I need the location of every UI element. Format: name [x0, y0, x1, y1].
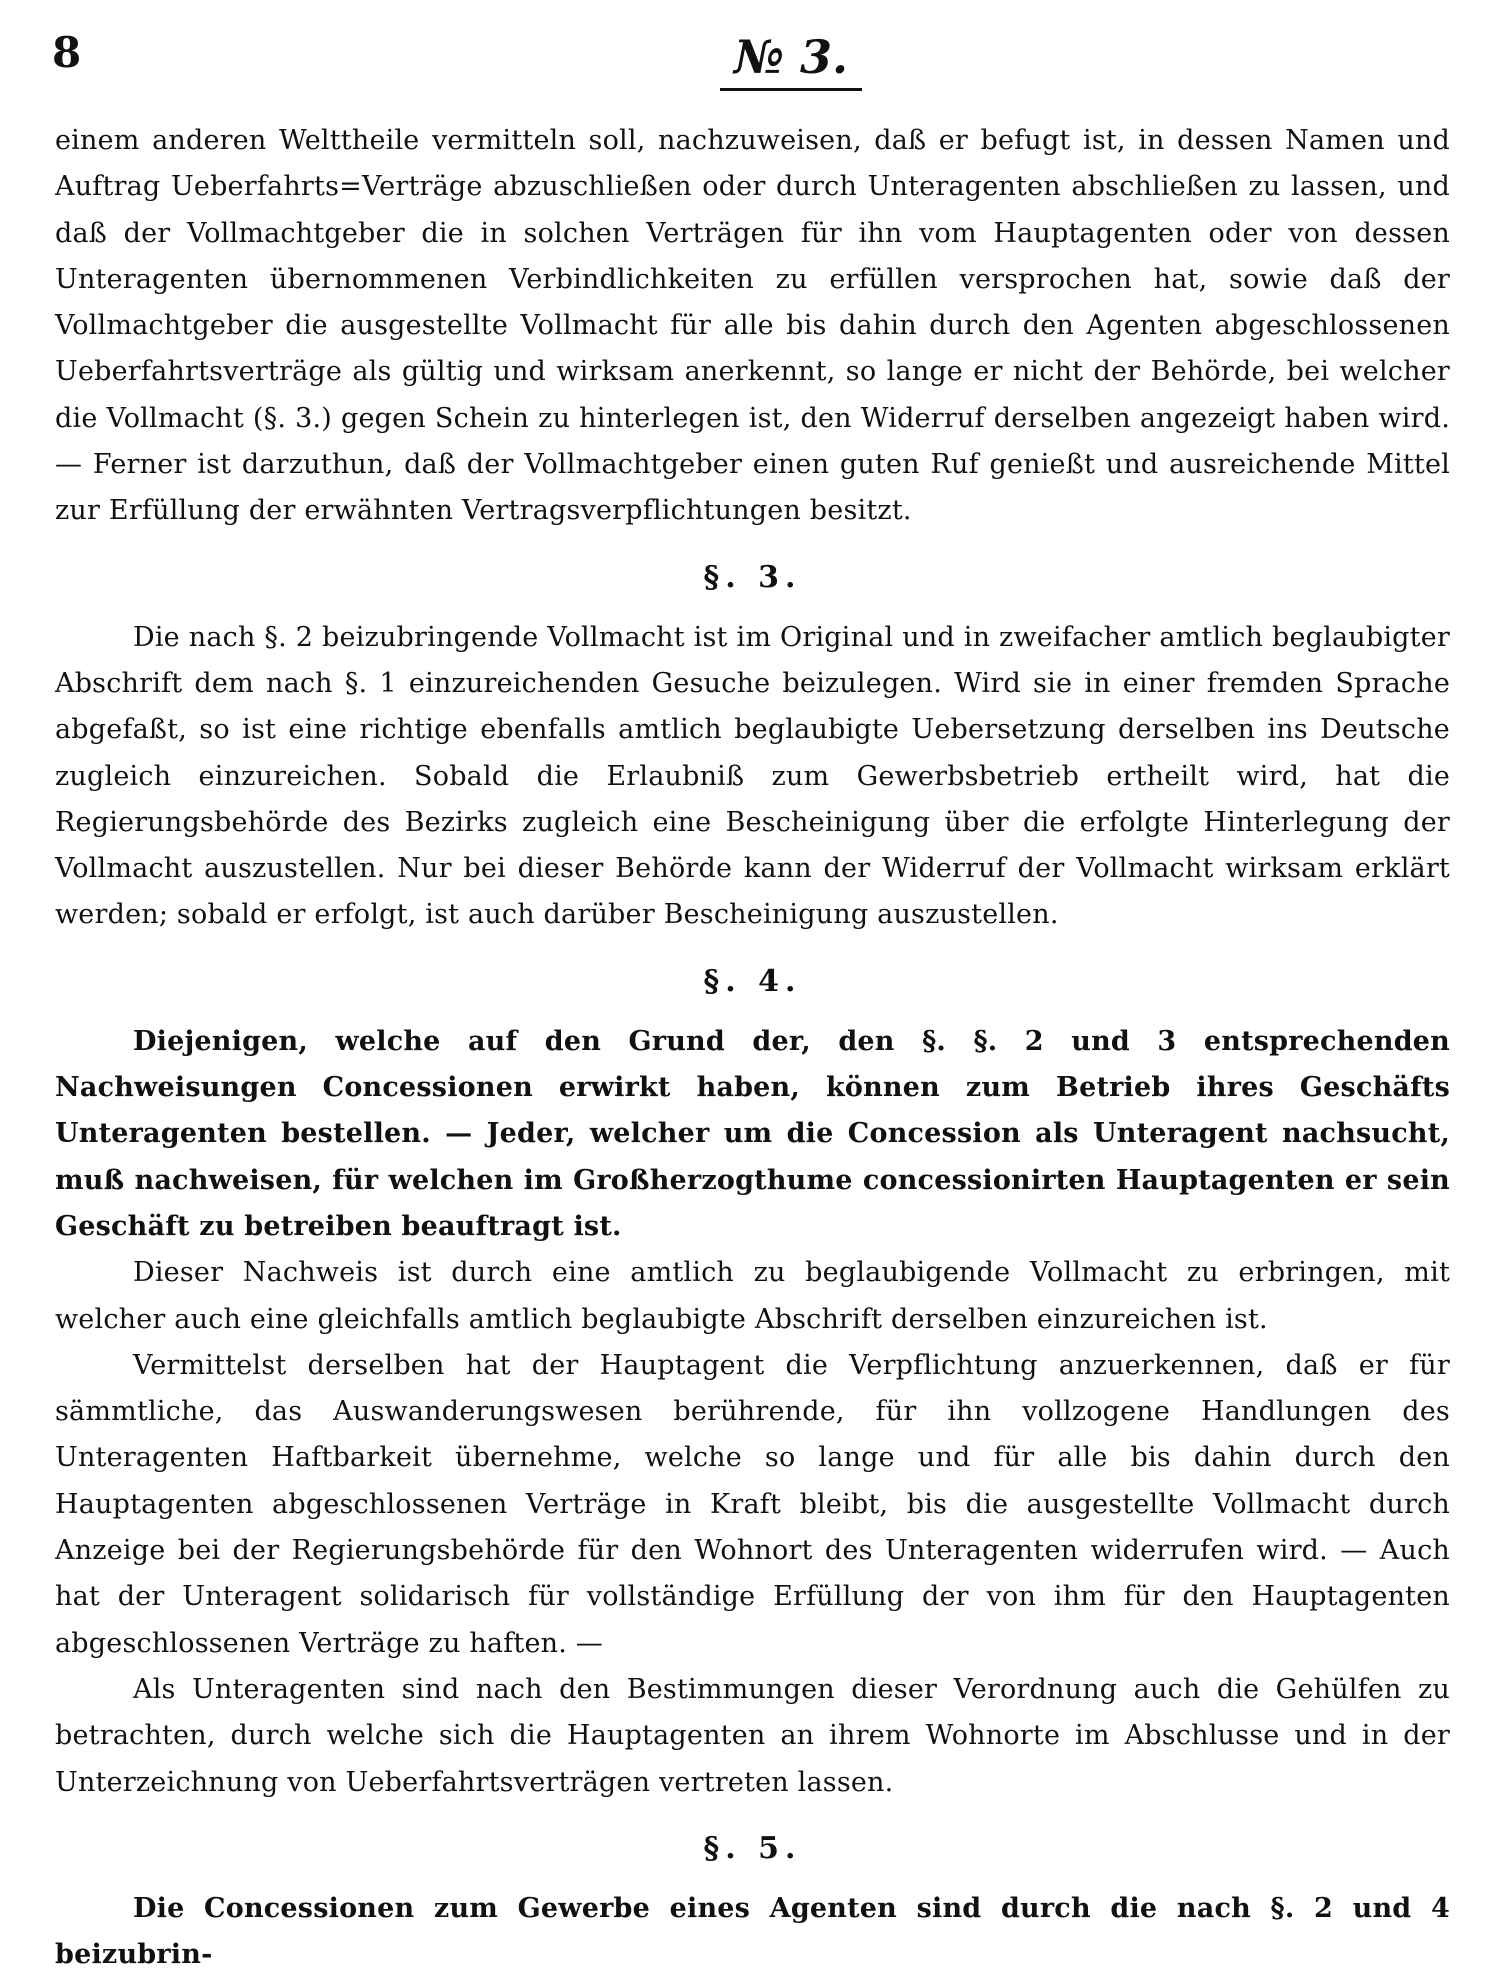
paragraph-section-4-4: Als Unteragenten sind nach den Bestimmungen dieser Verordnung auch die Gehülfen zu betrachten, durch welche sich die Hauptagenten an ihrem Wohnorte im Abschlusse und in der Unterzeichnung von Ueberfahrtsverträgen vertreten lassen. [55, 1673, 1450, 1798]
section-heading-3: §. 3. [703, 559, 802, 595]
page-number: 8 [52, 28, 82, 77]
issue-number: № 3. [720, 30, 862, 91]
paragraph-continuation: einem anderen Welttheile vermitteln soll, nachzuweisen, daß er befugt ist, in dessen Namen und Auftrag Ueberfahrts=Verträge abzuschließen oder durch Unteragenten abschließen zu lassen, und daß der Vollmachtgeber die in solchen Verträgen für ihn vom Hauptagenten oder von dessen Unteragenten übernommenen Verbindlichkeiten zu erfüllen versprochen hat, sowie daß der Vollmachtgeber die ausgestellte Vollmacht für alle bis dahin durch den Agenten abgeschlossenen Ueberfahrtsverträge als gültig und wirksam anerkennt, so lange er nicht der Behörde, bei welcher die Vollmacht (§. 3.) gegen Schein zu hinterlegen ist, den Widerruf derselben angezeigt haben wird. — Ferner ist darzuthun, daß der Vollmachtgeber einen guten Ruf genießt und ausreichende Mittel zur Erfüllung der erwähnten Vertragsverpflichtungen besitzt. [55, 125, 1450, 527]
paragraph-section-4-3: Vermittelst derselben hat der Hauptagent die Verpflichtung anzuerkennen, daß er für sämmtliche, das Auswanderungswesen berührende, für ihn vollzogene Handlungen des Unteragenten Haftbarkeit übernehme, welche so lange und für alle bis dahin durch den Hauptagenten abgeschlossenen Verträge in Kraft bleibt, bis die ausgestellte Vollmacht durch Anzeige bei der Regierungsbehörde für den Wohnort des Unteragenten widerrufen wird. — Auch hat der Unteragent solidarisch für vollständige Erfüllung der von ihm für den Hauptagenten abgeschlossenen Verträge zu haften. — [55, 1349, 1450, 1659]
section-heading-4: §. 4. [703, 963, 802, 999]
section-heading-5: §. 5. [703, 1830, 802, 1866]
paragraph-section-5: Die Concessionen zum Gewerbe eines Agenten sind durch die nach §. 2 und 4 beizubrin- [55, 1892, 1450, 1971]
paragraph-section-4-1: Diejenigen, welche auf den Grund der, den §. §. 2 und 3 entsprechenden Nachweisungen Concessionen erwirkt haben, können zum Betrieb ihres Geschäfts Unteragenten bestellen. — Jeder, welcher um die Concession als Unteragent nachsucht, muß nachweisen, für welchen im Großherzogthume concessionirten Hauptagenten er sein Geschäft zu betreiben beauftragt ist. [55, 1025, 1450, 1242]
paragraph-section-4-2: Dieser Nachweis ist durch eine amtlich zu beglaubigende Vollmacht zu erbringen, mit welcher auch eine gleichfalls amtlich beglaubigte Abschrift derselben einzureichen ist. [55, 1257, 1450, 1335]
paragraph-section-3: Die nach §. 2 beizubringende Vollmacht ist im Original und in zweifacher amtlich beglaubigter Abschrift dem nach §. 1 einzureichenden Gesuche beizulegen. Wird sie in einer fremden Sprache abgefaßt, so ist eine richtige ebenfalls amtlich beglaubigte Uebersetzung derselben ins Deutsche zugleich einzureichen. Sobald die Erlaubniß zum Gewerbsbetrieb ertheilt wird, hat die Regierungsbehörde des Bezirks zugleich eine Bescheinigung über die erfolgte Hinterlegung der Vollmacht auszustellen. Nur bei dieser Behörde kann der Widerruf der Vollmacht wirksam erklärt werden; sobald er erfolgt, ist auch darüber Bescheinigung auszustellen. [55, 621, 1450, 931]
document-body [55, 118, 1450, 1971]
